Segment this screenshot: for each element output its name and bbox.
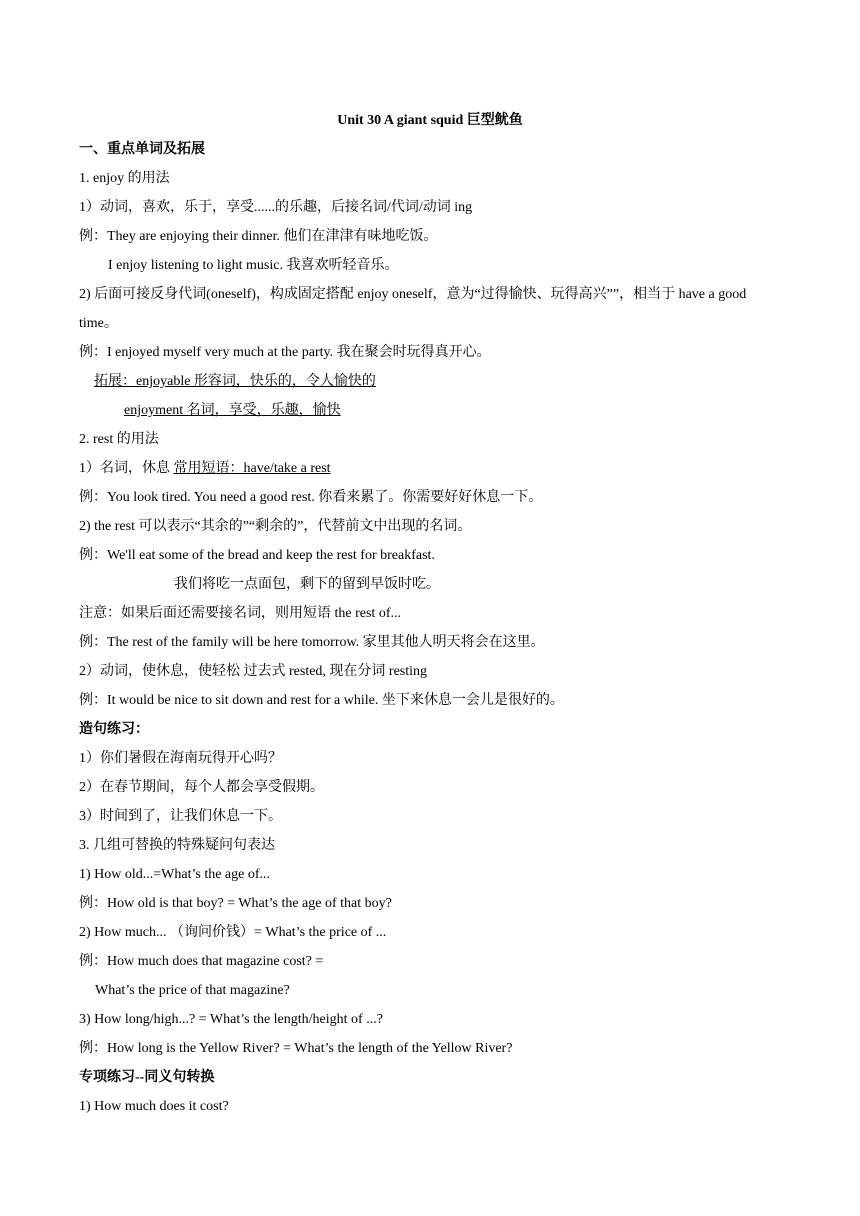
how-much-example: 例：How much does that magazine cost? = — [79, 954, 324, 969]
extension-enjoyment — [124, 401, 800, 421]
enjoy-example-1: 例：They are enjoying their dinner. 他们在津津有味地吃饭。 — [79, 229, 438, 244]
sentence-practice-heading: 造句练习： — [79, 722, 149, 737]
enjoy-oneself-definition: 2) 后面可接反身代词(oneself)，构成固定搭配 enjoy oneself，意为“过得愉快、玩得高兴””，相当于 have a good — [79, 287, 747, 302]
the-rest-example-translation: 我们将吃一点面包，剩下的留到早饭时吃。 — [174, 577, 440, 592]
how-long-expression: 3) How long/high...? = What’s the length/height of ...? — [79, 1012, 383, 1027]
extension-enjoyable — [94, 372, 800, 392]
question-expressions-heading: 3. 几组可替换的特殊疑问句表达 — [79, 838, 275, 853]
the-rest-example: 例：We'll eat some of the bread and keep the rest for breakfast. — [79, 548, 435, 563]
the-rest-definition: 2) the rest 可以表示“其余的”“剩余的”，代替前文中出现的名词。 — [79, 519, 472, 534]
document-title: Unit 30 A giant squid 巨型鱿鱼 — [337, 113, 523, 128]
synonym-practice-item-1: 1) How much does it cost? — [79, 1099, 229, 1114]
rest-common-phrase: 常用短语：have/take a rest — [173, 461, 331, 476]
extension-enjoyment-text: enjoyment 名词，享受，乐趣，愉快 — [124, 403, 341, 418]
practice-item-3: 3）时间到了，让我们休息一下。 — [79, 809, 282, 824]
extension-enjoyable-text: 拓展：enjoyable 形容词，快乐的，令人愉快的 — [94, 374, 376, 389]
rest-noun-label: 1）名词，休息 — [79, 461, 174, 476]
section-heading-key-words: 一、重点单词及拓展 — [79, 142, 205, 157]
enjoy-verb-definition: 1）动词，喜欢，乐于，享受......的乐趣，后接名词/代词/动词 ing — [79, 200, 473, 215]
how-much-expression: 2) How much... （询问价钱）= What’s the price of ... — [79, 925, 387, 940]
the-rest-of-example: 例：The rest of the family will be here tomorrow. 家里其他人明天将会在这里。 — [79, 635, 545, 650]
enjoy-oneself-example: 例：I enjoyed myself very much at the party. 我在聚会时玩得真开心。 — [79, 345, 491, 360]
how-old-expression: 1) How old...=What’s the age of... — [79, 867, 271, 882]
how-much-example-cont: What’s the price of that magazine? — [95, 983, 290, 998]
how-old-example: 例：How old is that boy? = What’s the age of that boy? — [79, 896, 392, 911]
rest-usage-heading: 2. rest 的用法 — [79, 432, 159, 447]
enjoy-oneself-definition-cont: time。 — [79, 316, 118, 331]
rest-noun-example: 例：You look tired. You need a good rest. 你看来累了。你需要好好休息一下。 — [79, 490, 543, 505]
rest-noun-definition — [79, 459, 800, 479]
rest-verb-definition: 2）动词，使休息，使轻松 过去式 rested, 现在分词 resting — [79, 664, 428, 679]
synonym-practice-heading: 专项练习--同义句转换 — [79, 1070, 215, 1085]
practice-item-2: 2）在春节期间，每个人都会享受假期。 — [79, 780, 324, 795]
the-rest-of-note: 注意：如果后面还需要接名词，则用短语 the rest of... — [79, 606, 401, 621]
rest-verb-example: 例：It would be nice to sit down and rest for a while. 坐下来休息一会儿是很好的。 — [79, 693, 564, 708]
practice-item-1: 1）你们暑假在海南玩得开心吗？ — [79, 751, 282, 766]
enjoy-usage-heading: 1. enjoy 的用法 — [79, 171, 170, 186]
enjoy-example-2: I enjoy listening to light music. 我喜欢听轻音乐。 — [108, 258, 399, 273]
how-long-example: 例：How long is the Yellow River? = What’s the length of the Yellow River? — [79, 1041, 513, 1056]
